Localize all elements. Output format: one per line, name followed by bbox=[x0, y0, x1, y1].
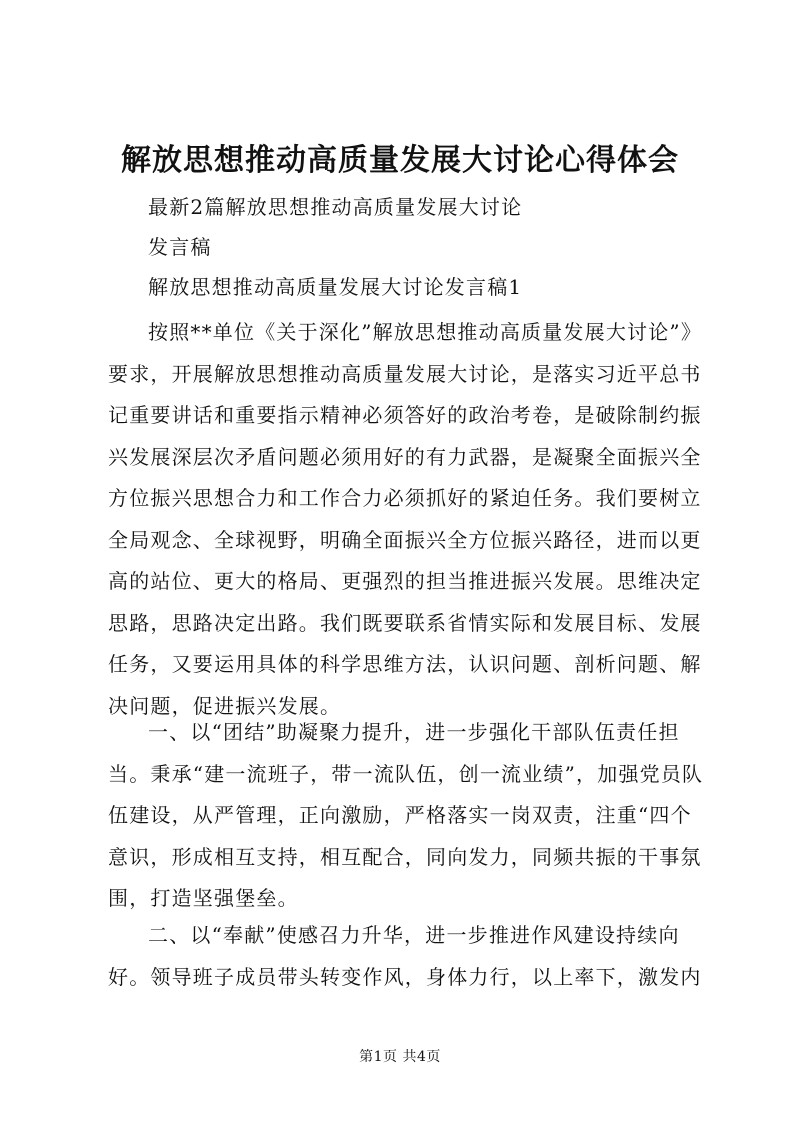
paragraph-3: 二、以“奉献”使感召力升华，进一步推进作风建设持续向好。领导班子成员带头转变作风，身体力行，以上率下，激发内 bbox=[108, 923, 702, 989]
section-heading: 解放思想推动高质量发展大讨论发言稿1 bbox=[148, 275, 523, 299]
paragraph-1: 按照**单位《关于深化”解放思想推动高质量发展大讨论”》要求，开展解放思想推动高质量发展大讨论，是落实习近平总书记重要讲话和重要指示精神必须答好的政治考卷，是破除制约振兴发展深层次矛盾问题必须用好的有力武器，是凝聚全面振兴全方位振兴思想合力和工作合力必须抓好的紧迫任务。我们要树立全局观念、全球视野，明确全面振兴全方位振兴路径，进而以更高的站位、更大的格局、更强烈的担当推进振兴发展。思维决定思路，思路决定出路。我们既要联系省情实际和发展目标、发展任务，又要运用具体的科学思维方法，认识问题、剖析问题、解决问题，促进振兴发展。 bbox=[108, 320, 703, 718]
subtitle-line-2: 发言稿 bbox=[148, 235, 212, 259]
paragraph-2: 一、以“团结”助凝聚力提升，进一步强化干部队伍责任担当。秉承“建一流班子，带一流队伍，创一流业绩”，加强党员队伍建设，从严管理，正向激励，严格落实一岗双责，注重“四个意识，形成相互支持，相互配合，同向发力，同频共振的干事氛围，打造坚强堡垒。 bbox=[108, 720, 704, 910]
paragraph-3-block bbox=[108, 915, 708, 998]
paragraph-1-block bbox=[108, 312, 708, 727]
paragraph-2-block bbox=[108, 712, 708, 920]
subtitle-line-1: 最新2篇解放思想推动高质量发展大讨论 bbox=[148, 195, 523, 219]
document-title: 解放思想推动高质量发展大讨论心得体会 bbox=[121, 143, 679, 178]
page-footer: 第1页 共4页 bbox=[359, 1049, 441, 1065]
